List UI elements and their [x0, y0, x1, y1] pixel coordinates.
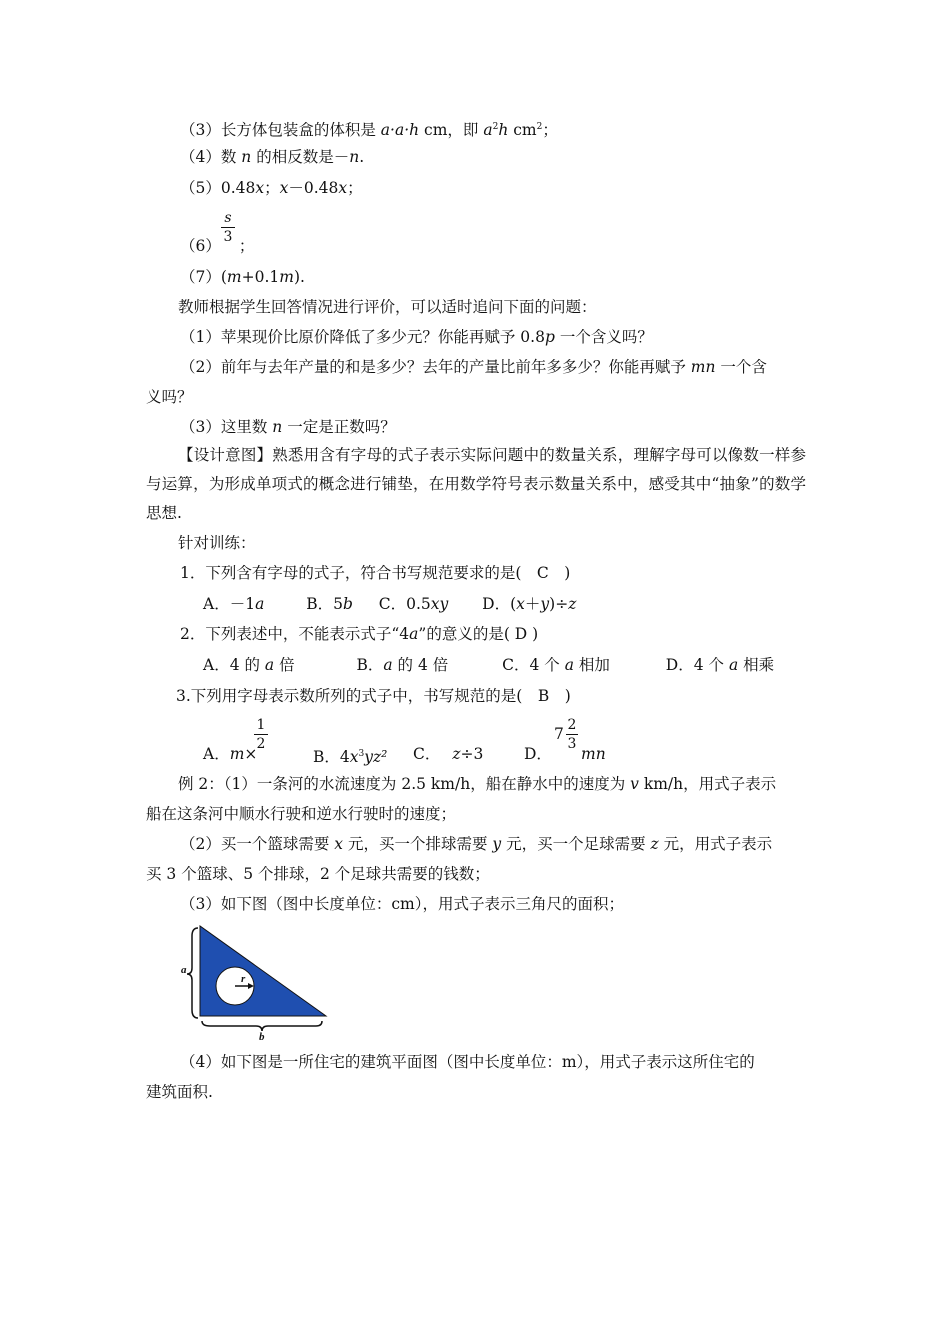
answer-line-3: [180, 117, 558, 140]
text: B．: [356, 656, 384, 674]
var: n: [349, 148, 360, 166]
text: －0.48: [288, 179, 339, 197]
answer-line-4: [180, 147, 364, 167]
mixed-number-whole: 7: [554, 725, 564, 743]
numerator: s: [224, 210, 232, 226]
text: cm，即: [419, 121, 484, 139]
text: B．4: [313, 748, 350, 766]
option-c: [502, 656, 610, 674]
text: 相加: [573, 656, 610, 674]
practice-3-options: [203, 744, 257, 764]
var: b: [342, 595, 353, 613]
text: cm: [508, 121, 537, 139]
text: （1）苹果现价比原价降低了多少元？你能再赋予 0.8: [180, 328, 545, 346]
var: a: [728, 656, 739, 674]
text: D．: [524, 745, 552, 763]
denominator: 3: [567, 736, 577, 752]
example-2-part-2: [180, 834, 772, 854]
option-d: [524, 744, 552, 764]
text: （2）买一个篮球需要: [180, 835, 335, 853]
text: ÷3: [460, 745, 484, 763]
text: km/h，用式子表示: [638, 775, 777, 793]
fraction-2-over-3: [566, 717, 578, 752]
fraction-bar: [221, 227, 235, 228]
answer-line-5: [180, 178, 363, 198]
var: x: [334, 835, 344, 853]
text: ).: [293, 268, 305, 286]
text: ；: [264, 179, 280, 197]
text: ；: [347, 179, 363, 197]
triangle-shape: [200, 926, 326, 1016]
var: h: [498, 121, 509, 139]
answer-line-7: [180, 267, 305, 287]
var: v: [630, 775, 639, 793]
denominator: 3: [223, 229, 233, 245]
practice-question-3: 3.下列用字母表示数所列的式子中，书写规范的是( B ): [176, 687, 571, 705]
text: D．4 个: [665, 656, 729, 674]
var: x: [279, 179, 289, 197]
text: .: [359, 148, 365, 166]
var: z: [568, 595, 577, 613]
var: m: [226, 268, 242, 286]
triangle-ruler-figure: [180, 922, 330, 1044]
text: ”的意义的是( D ): [418, 625, 539, 643]
var: a: [483, 121, 493, 139]
text: ×: [244, 745, 258, 763]
option-d: D．(: [482, 595, 517, 613]
example-2-part-1: [178, 774, 776, 794]
exponent: 3: [358, 749, 365, 759]
left-brace: [187, 928, 198, 1018]
var: z: [452, 745, 461, 763]
option-c: C．0.5: [378, 595, 431, 613]
text: （7）(: [180, 268, 227, 286]
text: 相乘: [738, 656, 775, 674]
var: a: [255, 595, 265, 613]
question-1: [180, 327, 653, 347]
var: mn: [581, 745, 606, 763]
var: a: [564, 656, 574, 674]
var: a: [383, 656, 393, 674]
var: p: [544, 328, 555, 346]
option-c: [413, 744, 483, 764]
example-2-part-3: （3）如下图（图中长度单位：cm），用式子表示三角尺的面积；: [180, 895, 624, 913]
text: 一个含义吗？: [554, 328, 653, 346]
example-2-part-4-cont: 建筑面积.: [146, 1083, 213, 1101]
text: 2．下列表述中，不能表示式子“4: [180, 625, 410, 643]
text: 元，买一个排球需要: [343, 835, 493, 853]
text: （5）0.48: [180, 179, 256, 197]
practice-1-options: [203, 594, 576, 614]
var: y: [540, 595, 550, 613]
exponent: 2: [536, 122, 543, 132]
text: A．4 的: [203, 656, 265, 674]
text: +0.1: [241, 268, 280, 286]
question-3: [180, 417, 396, 437]
text: 的 4 倍: [392, 656, 449, 674]
practice-2-options: [203, 655, 774, 675]
option-a: A．－1: [203, 595, 256, 613]
option-a: [203, 656, 295, 674]
var: z: [650, 835, 659, 853]
label-r: r: [241, 973, 246, 985]
text: 元，买一个足球需要: [501, 835, 651, 853]
text: （6）: [180, 237, 221, 255]
var: a·a·h: [380, 121, 420, 139]
option-d-var: [581, 744, 606, 764]
text: 元，用式子表示: [658, 835, 773, 853]
text: 例 2：（1）一条河的水流速度为 2.5 km/h，船在静水中的速度为: [178, 775, 631, 793]
text: ＋: [524, 595, 541, 613]
var: x: [255, 179, 265, 197]
question-2: [180, 357, 767, 377]
text: 的相反数是－: [251, 148, 350, 166]
label-a: a: [181, 964, 187, 976]
option-b: [356, 656, 448, 674]
answer-line-6: [180, 236, 254, 256]
example-2-part-4: （4）如下图是一所住宅的建筑平面图（图中长度单位：m），用式子表示这所住宅的: [180, 1053, 755, 1071]
var: xy: [430, 595, 449, 613]
var: m: [279, 268, 294, 286]
var: a: [264, 656, 275, 674]
var: x: [516, 595, 525, 613]
numerator: 2: [567, 717, 577, 733]
practice-question-1: 1．下列含有字母的式子，符合书写规范要求的是( C ): [180, 564, 571, 582]
text: （3）这里数: [180, 418, 273, 436]
text: 一定是正数吗？: [282, 418, 396, 436]
var: a: [409, 625, 419, 643]
denominator: 2: [256, 736, 266, 752]
text: C．: [413, 745, 441, 763]
text: （4）数: [180, 148, 242, 166]
option-b: [313, 744, 387, 767]
bottom-brace: [202, 1021, 322, 1031]
var: x: [338, 179, 348, 197]
fraction-bar: [254, 734, 268, 735]
option-b: B．5: [306, 595, 343, 613]
question-2-cont: 义吗？: [146, 388, 193, 406]
var: n: [241, 148, 252, 166]
example-2-part-1-cont: 船在这条河中顺水行驶和逆水行驶时的速度；: [146, 805, 457, 823]
option-d: [666, 656, 774, 674]
text: 倍: [274, 656, 295, 674]
practice-heading: 针对训练：: [178, 534, 256, 552]
label-b: b: [259, 1031, 265, 1043]
var: y: [492, 835, 502, 853]
text: A．: [203, 745, 230, 763]
exponent: 2: [492, 122, 499, 132]
teacher-line: 教师根据学生回答情况进行评价，可以适时追问下面的问题：: [178, 298, 597, 316]
text: ；: [238, 237, 255, 255]
practice-question-2: [180, 624, 538, 644]
var: n: [272, 418, 283, 436]
text: （2）前年与去年产量的和是多少？去年的产量比前年多多少？你能再赋予: [180, 358, 691, 376]
var: mn: [690, 358, 716, 376]
text: ；: [542, 121, 558, 139]
numerator: 1: [256, 717, 266, 733]
design-intent-paragraph: 【设计意图】熟悉用含有字母的式子表示实际问题中的数量关系，理解字母可以像数一样参与运算，为形成单项式的概念进行铺垫，在用数学符号表示数量关系中，感受其中“抽象”的数学思想.: [146, 446, 806, 522]
fraction-bar: [566, 734, 578, 735]
text: )÷: [549, 595, 569, 613]
text: C．4 个: [502, 656, 565, 674]
text: （3）长方体包装盒的体积是: [180, 121, 381, 139]
text: 一个含: [715, 358, 767, 376]
var: x: [349, 748, 359, 766]
example-2-part-2-cont: 买 3 个篮球、5 个排球，2 个足球共需要的钱数；: [146, 865, 490, 883]
var: yz²: [364, 748, 388, 766]
option-a: [203, 745, 257, 763]
var: m: [229, 745, 245, 763]
